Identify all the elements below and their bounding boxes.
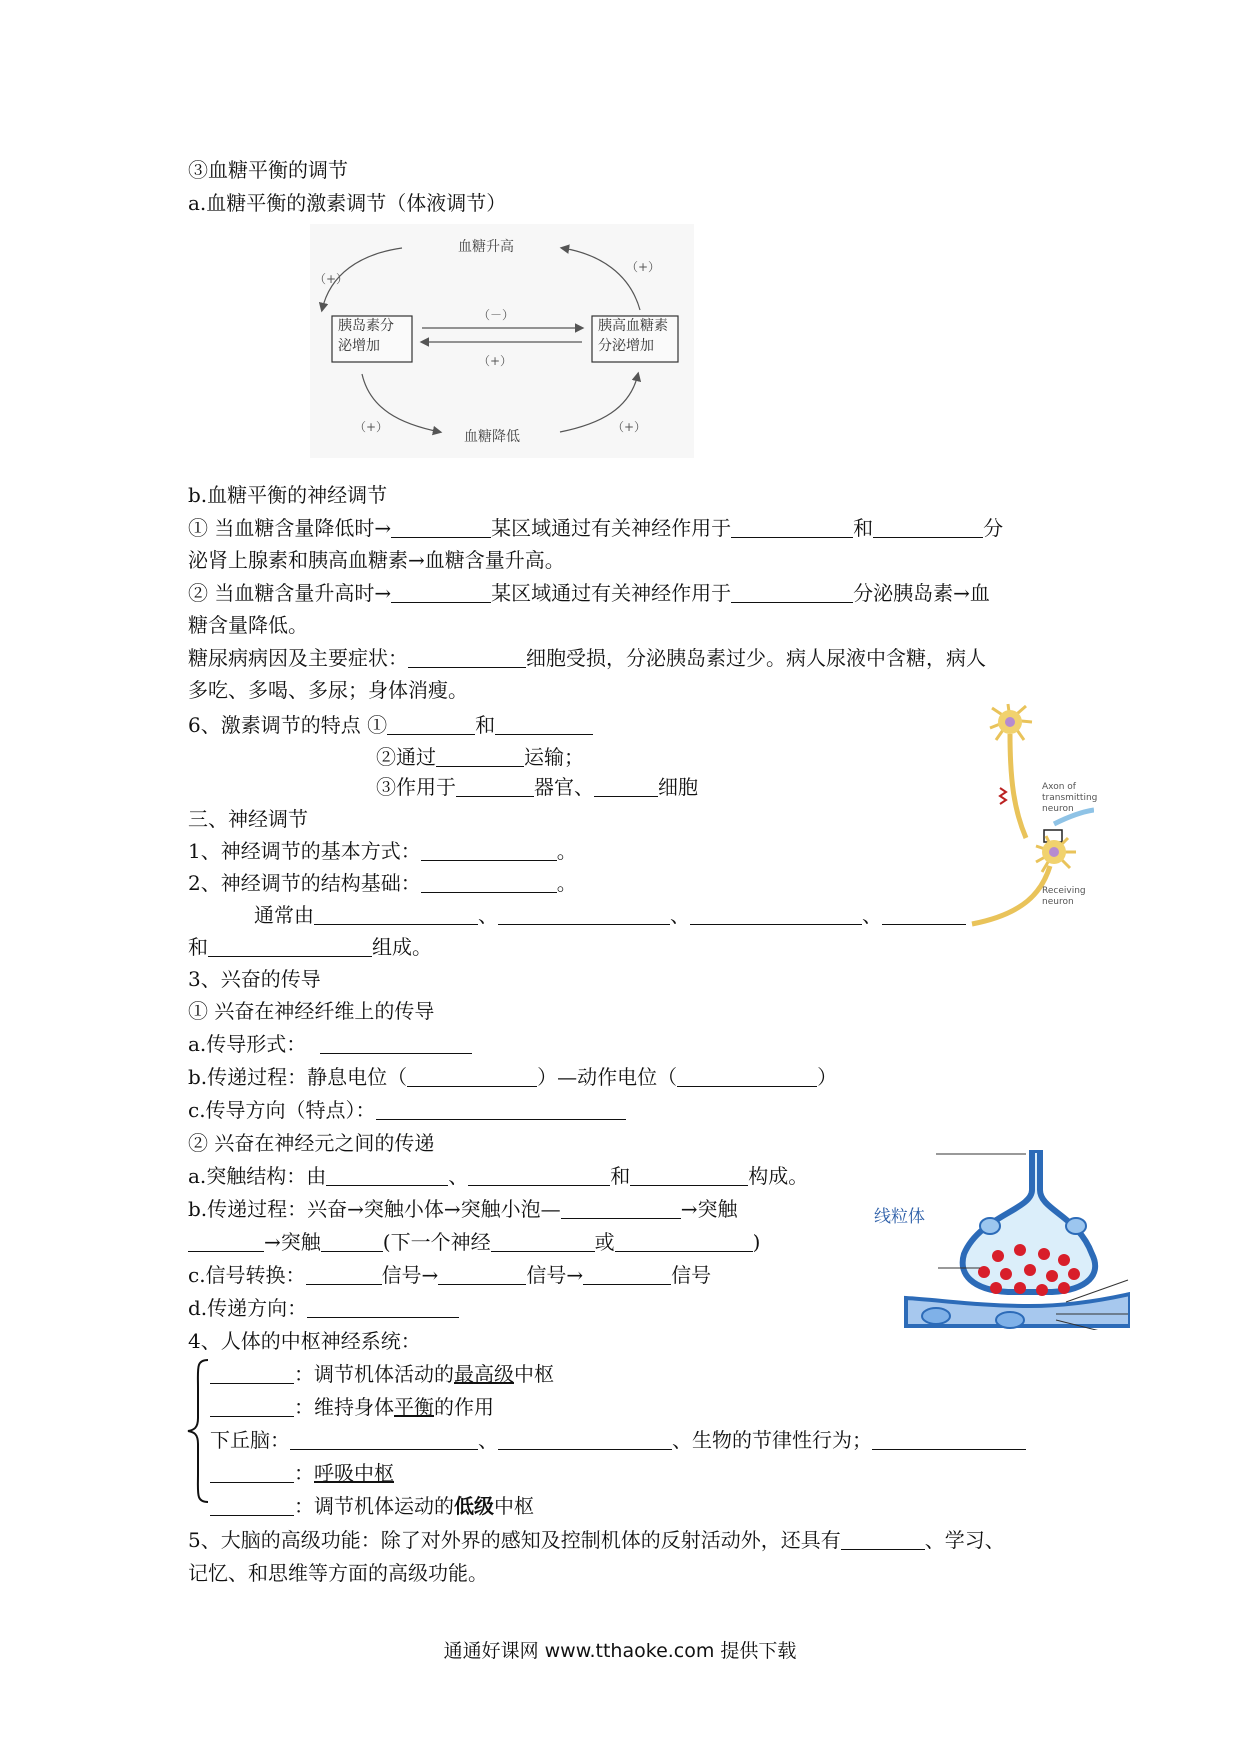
blank[interactable] [872,1429,1026,1450]
label-mid-plus: （+） [478,354,513,368]
brain-functions-cont: 记忆、和思维等方面的高级功能。 [188,1561,488,1585]
cns-heading: 4、人体的中枢神经系统： [188,1329,421,1353]
label-insulin: 胰岛素分 泌增加 [338,318,394,354]
blank[interactable] [208,936,372,957]
blank[interactable] [468,1165,610,1186]
blank[interactable] [873,517,983,538]
blank[interactable] [498,904,670,925]
blank[interactable] [407,1066,537,1087]
label-mitochondria: 线粒体 [874,1207,925,1227]
cns-spinal-cord: ：调节机体运动的低级中枢 [210,1493,534,1519]
curly-brace [186,1358,210,1504]
blank[interactable] [421,872,557,893]
blank[interactable] [630,1165,748,1186]
fiber-conduction-heading: ① 兴奋在神经纤维上的传导 [188,999,435,1023]
nerve-structure: 2、神经调节的结构基础： 。 [188,871,577,895]
label-blood-sugar-rise: 血糖升高 [458,239,514,255]
synapse-process-cont: →突触 (下一个神经 或 ) [188,1229,760,1255]
diabetes-line-cont: 多吃、多喝、多尿；身体消瘦。 [188,678,468,702]
conduction-heading: 3、兴奋的传导 [188,967,321,991]
cns-brainstem: ：呼吸中枢 [210,1460,394,1486]
blank[interactable] [306,1264,382,1285]
blank[interactable] [391,517,491,538]
blank[interactable] [210,1495,294,1516]
blank[interactable] [326,1165,448,1186]
nerve-basic-mode: 1、神经调节的基本方式： 。 [188,839,577,863]
blank[interactable] [391,582,491,603]
synapse-figure [874,1150,1130,1330]
blank[interactable] [210,1363,294,1384]
label-receiving: Receiving neuron [1042,886,1086,907]
subheading-nerve-regulation: b.血糖平衡的神经调节 [188,483,388,507]
blank[interactable] [495,714,593,735]
blank[interactable] [320,1033,472,1054]
synapse-process: b.传递过程：兴奋→突触小体→突触小泡— →突触 [188,1197,738,1221]
blank[interactable] [615,1231,753,1252]
blank[interactable] [731,582,853,603]
diabetes-line: 糖尿病病因及主要症状： 细胞受损，分泌胰岛素过少。病人尿液中含糖，病人 [188,646,986,670]
label-mid-minus: （－） [478,308,515,322]
blank[interactable] [456,776,534,797]
blank[interactable] [188,1231,264,1252]
conduction-direction: c.传导方向（特点）： [188,1097,626,1123]
blank[interactable] [436,746,524,767]
subheading-hormone-regulation: a.血糖平衡的激素调节（体液调节） [188,191,507,215]
neuron-figure [970,700,1098,932]
blank[interactable] [677,1066,817,1087]
blank[interactable] [421,840,557,861]
cns-hypothalamus: 下丘脑： 、 、生物的节律性行为； [210,1427,1026,1453]
synapse-transfer-heading: ② 兴奋在神经元之间的传递 [188,1131,435,1155]
reflex-arc-parts-cont: 和 组成。 [188,935,432,959]
reflex-arc-parts: 通常由 、 、 、 [254,902,966,928]
label-blood-sugar-fall: 血糖降低 [464,429,520,445]
blank[interactable] [376,1099,626,1120]
nerve-item-1: ① 当血糖含量降低时→ 某区域通过有关神经作用于 和 分 [188,516,1004,540]
blank[interactable] [583,1264,671,1285]
blank[interactable] [882,904,966,925]
synapse-structure: a.突触结构：由 、 和 构成。 [188,1164,809,1188]
section-heading-nerve: 三、神经调节 [188,807,308,831]
signal-conversion: c.信号转换： 信号→ 信号→ 信号 [188,1263,712,1287]
blank[interactable] [491,1231,595,1252]
blank[interactable] [561,1198,681,1219]
transfer-direction: d.传递方向： [188,1295,459,1321]
conduction-form: a.传导形式： [188,1031,472,1057]
blank[interactable] [387,714,475,735]
brain-functions: 5、大脑的高级功能：除了对外界的感知及控制机体的反射活动外，还具有 、学习、 [188,1528,1005,1552]
hormone-regulation-diagram [310,224,694,458]
label-br-plus: （+） [612,420,647,434]
blank[interactable] [210,1396,294,1417]
section-heading-blood-sugar: ③血糖平衡的调节 [188,158,348,182]
blank[interactable] [438,1264,526,1285]
blank[interactable] [307,1297,459,1318]
nerve-item-2: ② 当血糖含量升高时→ 某区域通过有关神经作用于 分泌胰岛素→血 [188,581,990,605]
blank[interactable] [210,1462,294,1483]
cns-cerebrum: ：调节机体活动的最高级中枢 [210,1361,554,1387]
blank[interactable] [408,647,526,668]
conduction-process: b.传递过程：静息电位（ ）—动作电位（ ） [188,1065,838,1089]
blank[interactable] [290,1429,478,1450]
blank[interactable] [690,904,862,925]
nerve-item-2-cont: 糖含量降低。 [188,613,308,637]
hormone-features-2: ②通过 运输； [376,745,584,769]
hormone-features-3: ③作用于 器官、 细胞 [376,775,698,799]
blank[interactable] [731,517,853,538]
cns-cerebellum: ：维持身体平衡的作用 [210,1394,494,1420]
label-tr-plus: （+） [626,260,661,274]
nerve-item-1-cont: 泌肾上腺素和胰高血糖素→血糖含量升高。 [188,548,565,572]
footer: 通通好课网 www.tthaoke.com 提供下载 [443,1640,797,1662]
blank[interactable] [314,904,478,925]
blank[interactable] [841,1529,925,1550]
label-bl-plus: （+） [354,420,389,434]
hormone-features: 6、激素调节的特点 ① 和 [188,712,593,738]
label-axon: Axon of transmitting neuron [1042,782,1098,814]
blank[interactable] [498,1429,672,1450]
blank[interactable] [321,1231,383,1252]
label-tl-plus: （+） [314,272,349,286]
label-glucagon: 胰高血糖素 分泌增加 [598,318,668,354]
blank[interactable] [594,776,658,797]
